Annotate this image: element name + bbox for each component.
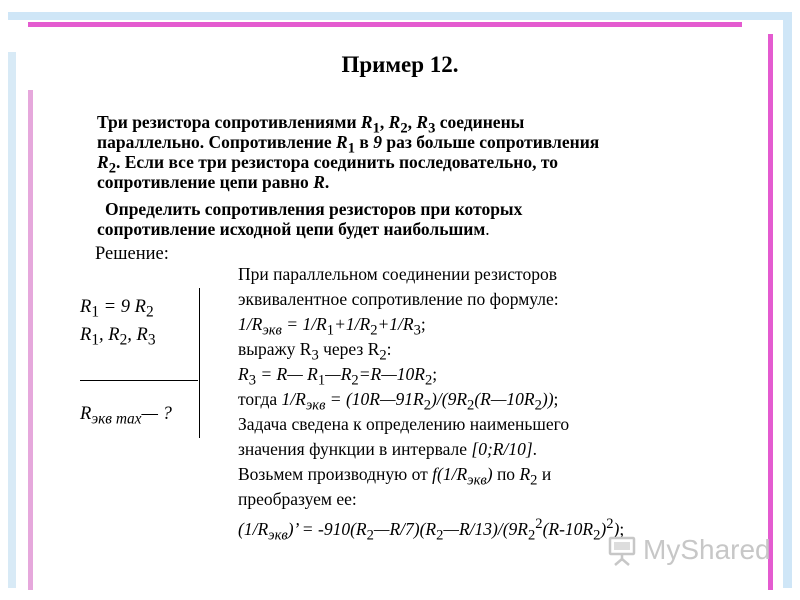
given-divider-horizontal [80, 380, 198, 381]
frame-accent-top [28, 22, 742, 27]
frame-accent-right [768, 34, 773, 590]
frame-accent-left [28, 90, 33, 590]
problem-line-4: сопротивление цепи равно R. [97, 172, 330, 192]
frame-bar-top [8, 12, 792, 20]
problem-line-3: $R_2$. Если все три резистора соединить последовательно, то [97, 152, 558, 177]
given-line-1: $R_1 = 9$ $R_2$ [80, 297, 154, 321]
question-line-2: сопротивление исходной цепи будет наибольшим. [97, 219, 490, 239]
watermark-text: MyShared [643, 534, 771, 565]
presentation-screen-icon [607, 535, 637, 567]
given-divider-vertical [199, 288, 200, 438]
solution-line-9: Возьмем производную от $f(1/R_{экв})$ по $R_2$ и [238, 464, 552, 489]
given-line-3: $R_{экв max}—$ ? [80, 404, 172, 428]
frame-bar-right [783, 12, 792, 588]
solution-line-6: тогда $1/R_{экв}$ = $(10R—91R_2)/(9R_2(R—10R_2))$; [238, 389, 559, 414]
solution-label: Решение: [95, 244, 169, 264]
page-title: Пример 12. [341, 52, 459, 77]
problem-line-1: Три резистора сопротивлениями $R_1$, $R_2$, $R_3$ соединены [97, 112, 525, 137]
solution-line-2: эквивалентное сопротивление по формуле: [238, 289, 559, 309]
solution-line-10: преобразуем ее: [238, 489, 357, 509]
solution-line-8: значения функции в интервале [0;R/10]. [238, 439, 538, 459]
solution-line-3: $1/R_{экв} = 1/R_1+1/R_2+1/R_3$; [238, 314, 426, 339]
solution-line-11: $(1/R_{экв})$’ = $-910(R_2—R/7)(R_2—R/13)/(9R_2^2(R-10R_2)^2)$; [238, 516, 625, 544]
question-line-1: Определить сопротивления резисторов при которых [105, 199, 523, 219]
problem-line-2: параллельно. Сопротивление $R_1$ в 9 раз больше сопротивления [97, 132, 600, 157]
frame-bar-left [8, 52, 16, 588]
solution-line-4: выражу $R_3$ через $R_2$: [238, 339, 392, 364]
solution-line-5: $R_3$ = R— $R_1—R_2=R—10R_2$; [238, 364, 438, 389]
solution-line-7: Задача сведена к определению наименьшего [238, 414, 570, 434]
given-line-2: $R_1$, $R_2$, $R_3$ [80, 325, 156, 349]
solution-line-1: При параллельном соединении резисторов [238, 264, 557, 284]
